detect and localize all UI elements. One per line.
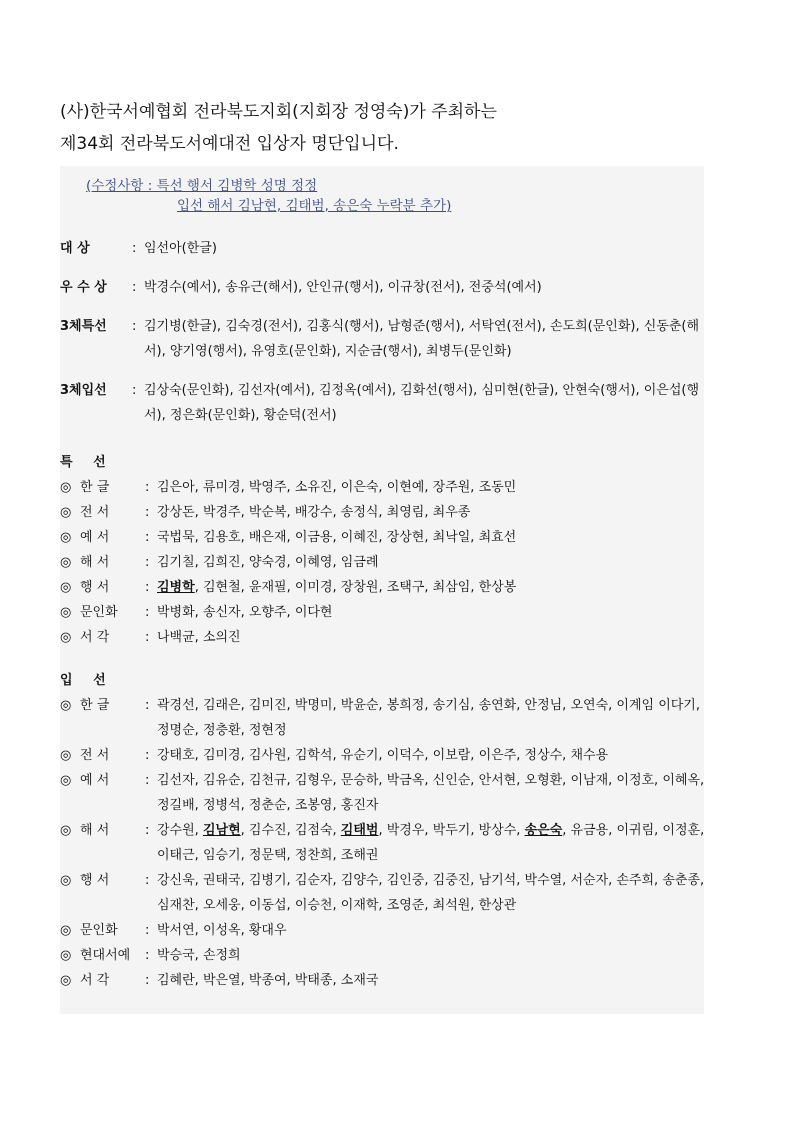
corrected-name: 김병학 xyxy=(157,580,195,595)
label-colon: : xyxy=(145,773,150,788)
selected-row xyxy=(60,868,710,918)
selected-names xyxy=(157,693,710,743)
bullet-icon: ◎ xyxy=(60,698,72,713)
special-category: 전 서 xyxy=(80,505,110,520)
selected-category: 전 서 xyxy=(80,748,110,763)
name-text: 김혜란, 박은열, 박종여, 박태종, 소재국 xyxy=(157,973,379,988)
special-label xyxy=(60,500,145,525)
results-list xyxy=(60,236,710,993)
row-gap xyxy=(60,364,710,378)
special-row xyxy=(60,500,710,525)
selected-row xyxy=(60,943,710,968)
special-names xyxy=(157,475,710,500)
name-text: , 박경우, 박두기, 방상수, xyxy=(378,823,525,838)
special-names xyxy=(157,575,710,600)
label-colon: : xyxy=(145,555,150,570)
special-names xyxy=(157,525,710,550)
special-category: 서 각 xyxy=(80,630,110,645)
bullet-icon: ◎ xyxy=(60,530,72,545)
selected-label xyxy=(60,693,145,718)
selected-category: 문인화 xyxy=(80,923,118,938)
selected-row xyxy=(60,693,710,743)
selected-names xyxy=(157,968,710,993)
label-colon: : xyxy=(145,923,150,938)
name-text: 김은아, 류미경, 박영주, 소유진, 이은숙, 이현예, 장주원, 조동민 xyxy=(157,480,517,495)
label-colon: : xyxy=(145,698,150,713)
special-row xyxy=(60,575,710,600)
row-gap xyxy=(60,261,710,275)
bullet-icon: ◎ xyxy=(60,948,72,963)
bullet-icon: ◎ xyxy=(60,580,72,595)
label-colon: : xyxy=(145,630,150,645)
selected-label xyxy=(60,818,145,843)
special-label xyxy=(60,475,145,500)
selected-category: 예 서 xyxy=(80,773,110,788)
label-colon: : xyxy=(145,873,150,888)
selected-names xyxy=(157,768,710,818)
name-text: , 유금용, 이귀림, 이정훈, 이태근, 임승기, 정문택, 정찬희, 조해권 xyxy=(157,823,705,863)
selected-label xyxy=(60,968,145,993)
special-row xyxy=(60,525,710,550)
special-category: 행 서 xyxy=(80,580,110,595)
selected-label xyxy=(60,768,145,793)
selected-row xyxy=(60,768,710,818)
award-label: 3체특선 xyxy=(60,319,107,334)
selected-row xyxy=(60,743,710,768)
special-label xyxy=(60,525,145,550)
special-category: 문인화 xyxy=(80,605,118,620)
corrected-name: 김태범 xyxy=(340,823,379,838)
bullet-icon: ◎ xyxy=(60,505,72,520)
label-colon: : xyxy=(145,948,150,963)
selected-names xyxy=(157,918,710,943)
corrected-name: 김남현 xyxy=(202,823,241,838)
selected-label xyxy=(60,918,145,943)
selected-label xyxy=(60,943,145,968)
special-names xyxy=(157,550,710,575)
label-colon: : xyxy=(145,580,150,595)
award-names: 김상숙(문인화), 김선자(예서), 김정옥(예서), 김화선(행서), 심미현(한글), 안현숙(행서), 이은섭(행서), 정은화(문인화), 황순덕(전서) xyxy=(144,383,700,423)
notice-line-1: (수정사항 : 특선 행서 김병학 성명 정정 xyxy=(86,178,318,194)
special-label xyxy=(60,550,145,575)
name-text: 강상돈, 박경주, 박순복, 배강수, 송정식, 최영림, 최우종 xyxy=(157,505,471,520)
label-colon: : xyxy=(145,823,150,838)
label-colon: : xyxy=(145,605,150,620)
special-rows xyxy=(60,475,710,650)
special-label xyxy=(60,600,145,625)
special-label xyxy=(60,575,145,600)
selected-label xyxy=(60,868,145,893)
selected-row xyxy=(60,818,710,868)
label-colon: : xyxy=(145,530,150,545)
selected-names xyxy=(157,743,710,768)
label-colon: : xyxy=(132,241,137,256)
special-row xyxy=(60,600,710,625)
selected-names xyxy=(157,818,710,868)
special-category: 예 서 xyxy=(80,530,110,545)
name-text: , 김수진, 김점숙, xyxy=(240,823,341,838)
section-gap xyxy=(60,650,710,660)
award-row xyxy=(60,378,710,428)
award-label: 3체입선 xyxy=(60,383,107,398)
award-row xyxy=(60,314,710,364)
special-names xyxy=(157,600,710,625)
special-row xyxy=(60,625,710,650)
selected-category: 행 서 xyxy=(80,873,110,888)
name-text: , 김현철, 윤재필, 이미경, 장창원, 조택구, 최삼임, 한상봉 xyxy=(194,580,517,595)
bullet-icon: ◎ xyxy=(60,605,72,620)
label-colon: : xyxy=(145,480,150,495)
special-row xyxy=(60,550,710,575)
award-names: 김기병(한글), 김숙경(전서), 김홍식(행서), 남형준(행서), 서탁연(전서), 손도희(문인화), 신동춘(해서), 양기영(행서), 유영호(문인화), 지순금(행서), 최병두(문인화) xyxy=(144,319,700,359)
bullet-icon: ◎ xyxy=(60,555,72,570)
name-text: 박병화, 송신자, 오향주, 이다현 xyxy=(157,605,333,620)
selected-row xyxy=(60,918,710,943)
selected-names xyxy=(157,943,710,968)
bullet-icon: ◎ xyxy=(60,823,72,838)
selected-rows xyxy=(60,693,710,993)
special-names xyxy=(157,625,710,650)
selected-section-title: 입 선 xyxy=(60,673,114,688)
bullet-icon: ◎ xyxy=(60,923,72,938)
intro-line-1: (사)한국서예협회 전라북도지회(지회장 정영숙)가 주최하는 xyxy=(60,102,497,122)
name-text: 박승국, 손정희 xyxy=(157,948,241,963)
selected-category: 서 각 xyxy=(80,973,110,988)
label-colon: : xyxy=(145,505,150,520)
special-category: 한 글 xyxy=(80,480,110,495)
selected-category: 해 서 xyxy=(80,823,110,838)
selected-category: 한 글 xyxy=(80,698,110,713)
name-text: 나백균, 소의진 xyxy=(157,630,241,645)
special-row xyxy=(60,475,710,500)
correction-notice xyxy=(86,176,686,216)
name-text: 국법묵, 김용호, 배은재, 이금용, 이혜진, 장상현, 최낙일, 최효선 xyxy=(157,530,517,545)
bullet-icon: ◎ xyxy=(60,748,72,763)
name-text: 강수원, xyxy=(157,823,203,838)
name-text: 곽경선, 김래은, 김미진, 박명미, 박윤순, 봉희정, 송기심, 송연화, 안정님, 오연숙, 이계임 이다기, 정명순, 정충환, 정현정 xyxy=(157,698,700,738)
label-colon: : xyxy=(132,280,137,295)
award-row xyxy=(60,275,710,300)
selected-names xyxy=(157,868,710,918)
name-text: 김선자, 김유순, 김천규, 김형우, 문승하, 박금옥, 신인순, 안서현, 오형환, 이남재, 이정호, 이혜옥, 정길배, 정병석, 정춘순, 조봉영, 홍진자 xyxy=(157,773,705,813)
award-label: 대 상 xyxy=(60,241,90,256)
special-names xyxy=(157,500,710,525)
special-category: 해 서 xyxy=(80,555,110,570)
award-list xyxy=(60,236,710,442)
award-label: 우 수 상 xyxy=(60,280,107,295)
bullet-icon: ◎ xyxy=(60,480,72,495)
label-colon: : xyxy=(132,383,137,398)
name-text: 박서연, 이성옥, 황대우 xyxy=(157,923,287,938)
name-text: 강태호, 김미경, 김사원, 김학석, 유순기, 이덕수, 이보람, 이은주, 정상수, 채수용 xyxy=(157,748,609,763)
label-colon: : xyxy=(145,973,150,988)
intro-text xyxy=(60,96,750,160)
name-text: 강신욱, 권태국, 김병기, 김순자, 김양수, 김인중, 김중진, 남기석, 박수열, 서순자, 손주희, 송춘종, 심재찬, 오세웅, 이동섭, 이승천, 이재학, 조영준, 최석원, 한상관 xyxy=(157,873,705,913)
intro-line-2: 제34회 전라북도서예대전 입상자 명단입니다. xyxy=(60,134,399,154)
bullet-icon: ◎ xyxy=(60,630,72,645)
special-label xyxy=(60,625,145,650)
selected-row xyxy=(60,968,710,993)
bullet-icon: ◎ xyxy=(60,973,72,988)
corrected-name: 송은숙 xyxy=(524,823,563,838)
special-section-title: 특 선 xyxy=(60,455,114,470)
bullet-icon: ◎ xyxy=(60,773,72,788)
bullet-icon: ◎ xyxy=(60,873,72,888)
notice-line-2: 입선 해서 김남현, 김태범, 송은숙 누락분 추가) xyxy=(177,198,452,214)
label-colon: : xyxy=(132,319,137,334)
label-colon: : xyxy=(145,748,150,763)
selected-label xyxy=(60,743,145,768)
award-names: 임선아(한글) xyxy=(144,241,217,256)
row-gap xyxy=(60,300,710,314)
award-names: 박경수(예서), 송유근(해서), 안인규(행서), 이규창(전서), 전중석(예서) xyxy=(144,280,542,295)
row-gap xyxy=(60,428,710,442)
award-row xyxy=(60,236,710,261)
name-text: 김기칠, 김희진, 양숙경, 이혜영, 임금례 xyxy=(157,555,379,570)
selected-category: 현대서예 xyxy=(80,948,131,963)
